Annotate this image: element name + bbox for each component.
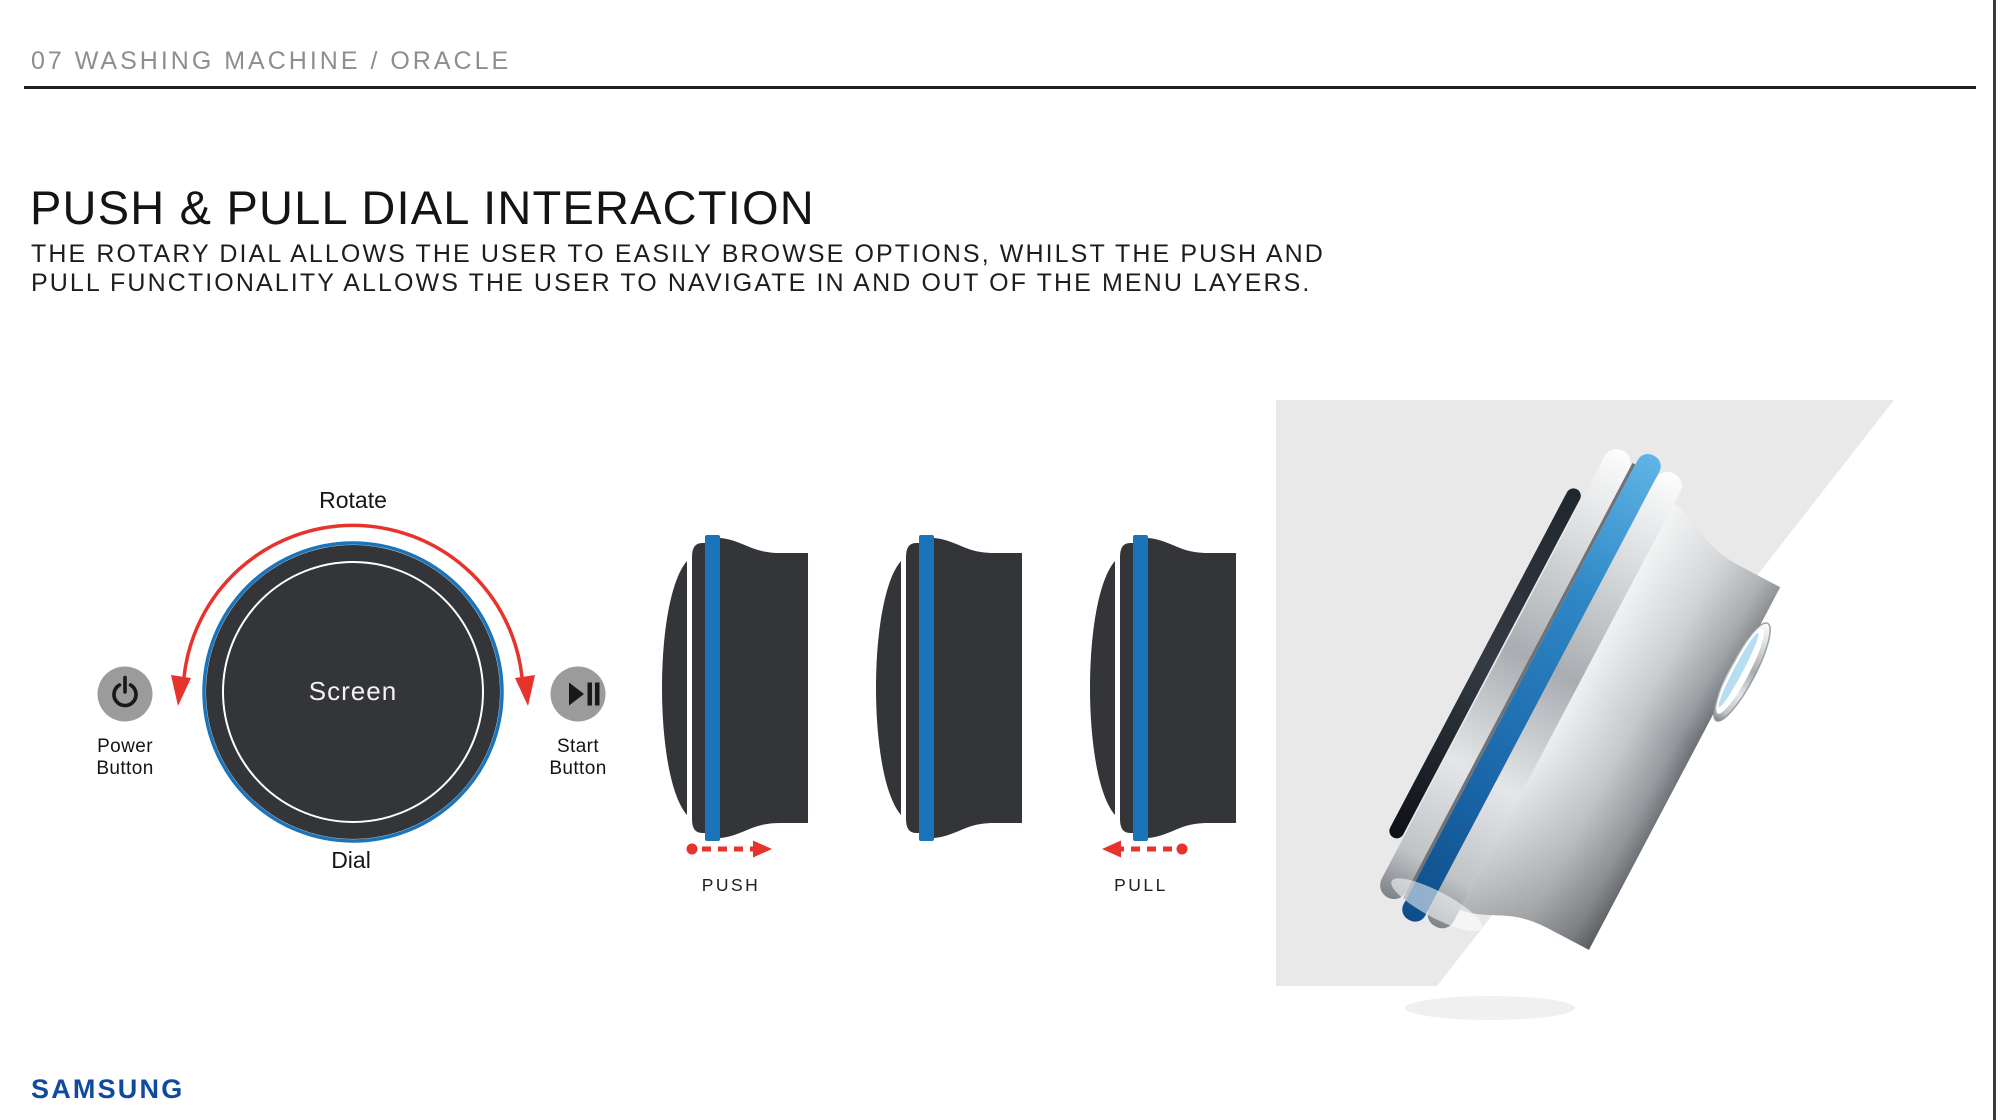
power-button-label-line2: Button [96, 758, 154, 779]
render-panel [1276, 400, 1894, 1020]
rotate-label: Rotate [319, 487, 387, 513]
slide-header-label: 07 WASHING MACHINE / ORACLE [31, 47, 512, 75]
dial-cross-section-neutral [876, 535, 1022, 841]
rotate-arrow-right-head [515, 675, 535, 706]
samsung-logo: SAMSUNG [31, 1074, 185, 1104]
start-button-label-line2: Button [549, 758, 607, 779]
push-label: PUSH [701, 875, 761, 895]
start-button-label-line1: Start [556, 736, 600, 757]
screen-label: Screen [308, 676, 398, 706]
pull-arrow-icon [1102, 841, 1188, 858]
power-button [98, 667, 153, 722]
start-button [551, 667, 606, 722]
page-title: PUSH & PULL DIAL INTERACTION [30, 181, 815, 234]
dial-diagram [96, 487, 606, 873]
push-pull-diagram [662, 535, 1236, 895]
dial-cross-section-push [662, 535, 808, 841]
dial-cross-section-pull [1090, 535, 1236, 841]
dial-label: Dial [331, 847, 371, 873]
power-button-label-line1: Power [97, 736, 153, 757]
push-arrow-icon [687, 841, 773, 858]
subtitle-line-2: PULL FUNCTIONALITY ALLOWS THE USER TO NAVIGATE IN AND OUT OF THE MENU LAYERS. [31, 269, 1312, 297]
rotate-arrow-left-head [171, 675, 191, 706]
knob-shadow [1405, 996, 1575, 1020]
subtitle-line-1: THE ROTARY DIAL ALLOWS THE USER TO EASILY BROWSE OPTIONS, WHILST THE PUSH AND [31, 240, 1325, 268]
pull-label: PULL [1114, 875, 1168, 895]
